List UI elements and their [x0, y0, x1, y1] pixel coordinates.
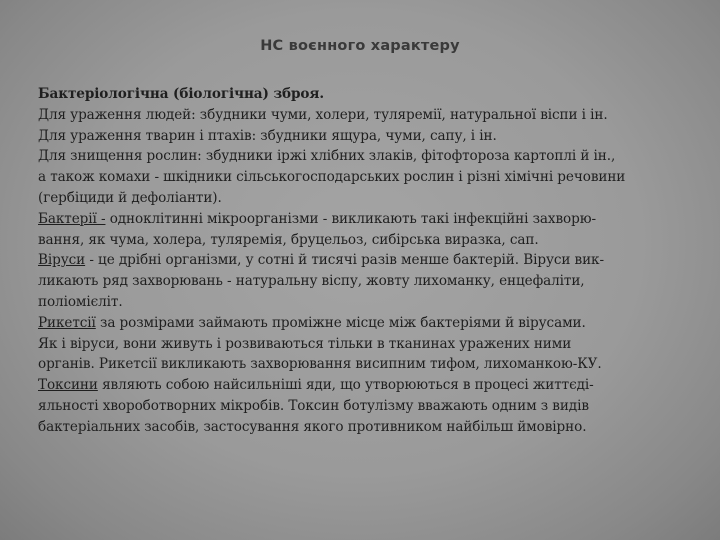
- text-fragment: являють собою найсильніші яди, що утворюються в процесі життєді-: [97, 377, 594, 394]
- text-line: [38, 250, 708, 271]
- text-line: ликають ряд захворювань - натуральну віспу, жовту лихоманку, енцефаліти,: [38, 273, 585, 290]
- slide-title: НС воєнного характеру: [260, 38, 460, 54]
- text-line: Для ураження людей: збудники чуми, холери, туляремії, натуральної віспи і ін.: [38, 106, 608, 123]
- slide-body: [38, 84, 708, 438]
- text-fragment: - це дрібні організми, у сотні й тисячі разів менше бактерій. Віруси вик-: [85, 252, 604, 269]
- text-line: органів. Рикетсії викликають захворювання висипним тифом, лихоманкою-КУ.: [38, 356, 602, 373]
- text-line: Для знищення рослин: збудники іржі хлібних злаків, фітофтороза картоплі й ін.,: [38, 148, 616, 165]
- term-viruses: Віруси: [38, 252, 86, 269]
- text-line: [38, 313, 708, 334]
- text-fragment: за розмірами займають проміжне місце між бактеріями й вірусами.: [95, 314, 586, 331]
- text-line: а також комахи - шкідники сільськогосподарських рослин і різні хімічні речовини: [38, 169, 626, 186]
- section-heading: Бактеріологічна (біологічна) зброя.: [38, 86, 324, 102]
- text-line: яльності хвороботворних мікробів. Токсин ботулізму вважають одним з видів: [38, 397, 589, 414]
- text-line: [38, 375, 708, 396]
- text-line: Для ураження тварин і птахів: збудники ящура, чуми, сапу, і ін.: [38, 127, 497, 144]
- text-line: поліомієліт.: [38, 293, 123, 310]
- text-line: (гербіциди й дефоліанти).: [38, 189, 222, 206]
- term-rickettsiae: Рикетсії: [38, 314, 96, 331]
- text-line: Як і віруси, вони живуть і розвиваються тільки в тканинах уражених ними: [38, 335, 572, 352]
- text-line: бактеріальних засобів, застосування якого противником найбільш ймовірно.: [38, 418, 587, 435]
- term-toxins: Токсини: [38, 377, 98, 394]
- text-line: вання, як чума, холера, туляремія, бруцельоз, сибірська виразка, сап.: [38, 231, 539, 248]
- text-line: [38, 209, 708, 230]
- text-fragment: одноклітинні мікроорганізми - викликають такі інфекційні захворю-: [105, 210, 596, 227]
- term-bacteria: Бактерії -: [38, 210, 106, 227]
